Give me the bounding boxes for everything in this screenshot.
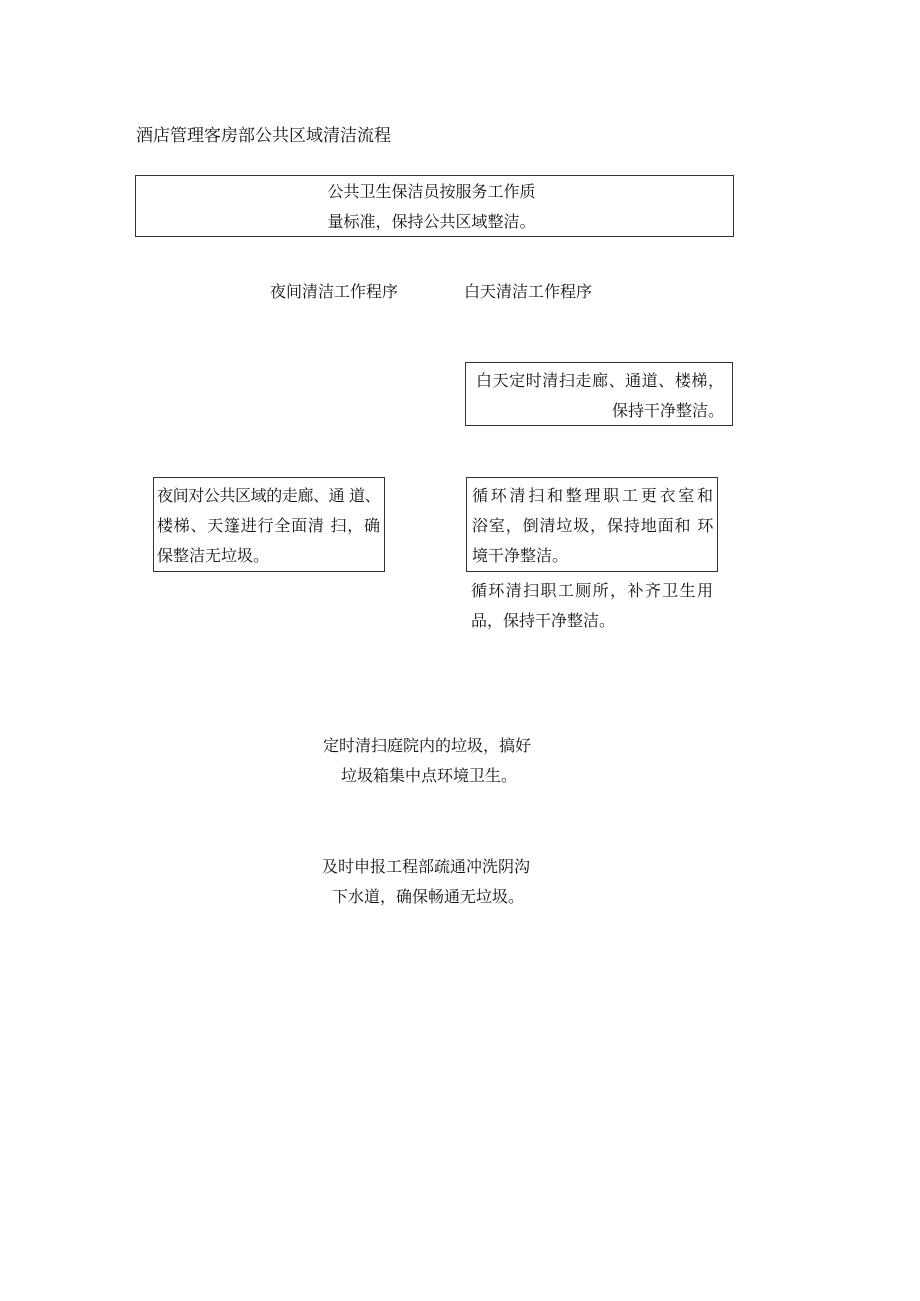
top-box-line-2: 量标准，保持公共区域整洁。 — [327, 212, 536, 231]
day-corridor-box — [465, 362, 733, 426]
page-title: 酒店管理客房部公共区域清洁流程 — [136, 126, 391, 146]
day-locker-room-box — [466, 477, 718, 572]
night-cleaning-line-2: 楼梯、天篷进行全面清 扫，确 — [157, 516, 380, 535]
yard-cleaning-line-2: 垃圾箱集中点环境卫生。 — [341, 766, 518, 785]
day-toilet-line-1: 循环清扫职工厕所，补齐卫生用 — [471, 581, 713, 600]
drain-report-line-2: 下水道，确保畅通无垃圾。 — [332, 887, 525, 906]
night-cleaning-line-3: 保整洁无垃圾。 — [157, 546, 270, 565]
day-procedure-label: 白天清洁工作程序 — [464, 282, 593, 301]
top-box-line-1: 公共卫生保洁员按服务工作质 — [327, 182, 536, 201]
yard-cleaning-line-1: 定时清扫庭院内的垃圾，搞好 — [323, 736, 532, 755]
day-toilet-text — [471, 576, 713, 636]
day-toilet-line-2: 品，保持干净整洁。 — [471, 611, 616, 630]
night-cleaning-line-1: 夜间对公共区域的走廊、通 道、 — [157, 486, 380, 505]
day-corridor-line-2: 保持干净整洁。 — [611, 401, 724, 420]
day-locker-room-line-2: 浴室，倒清垃圾，保持地面和 环 — [472, 516, 713, 535]
night-procedure-label: 夜间清洁工作程序 — [270, 282, 399, 301]
drain-report-text — [322, 852, 562, 912]
drain-report-line-1: 及时申报工程部疏通冲洗阴沟 — [322, 857, 531, 876]
top-box — [135, 175, 734, 237]
yard-cleaning-text — [323, 731, 549, 791]
day-locker-room-line-3: 境干净整洁。 — [472, 546, 569, 565]
day-corridor-line-1: 白天定时清扫走廊、通道、楼梯， — [476, 371, 724, 390]
night-cleaning-box — [153, 477, 385, 572]
day-locker-room-line-1: 循环清扫和整理职工更衣室和 — [472, 486, 713, 505]
